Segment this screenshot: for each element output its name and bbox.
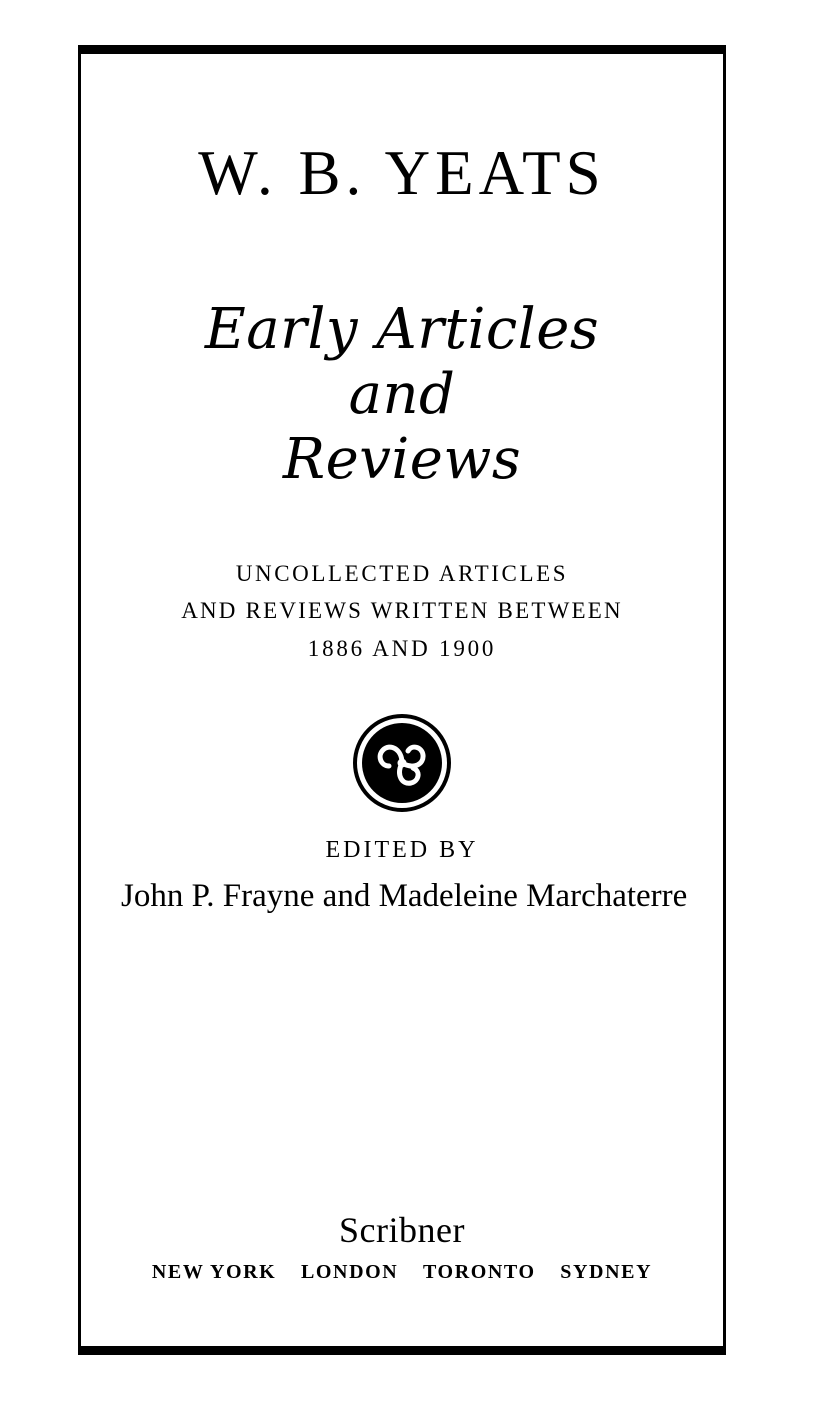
title-page-content xyxy=(81,54,723,1346)
city-london: LONDON xyxy=(300,1261,399,1283)
book-title xyxy=(121,298,683,493)
book-title-line-1: Early Articles and xyxy=(204,297,600,428)
book-title-line-2: Reviews xyxy=(282,427,522,493)
book-subtitle-line-3: 1886 AND 1900 xyxy=(307,635,497,661)
imprint-block xyxy=(81,1209,723,1284)
city-toronto: TORONTO xyxy=(422,1261,536,1283)
book-subtitle-line-2: AND REVIEWS WRITTEN BETWEEN xyxy=(181,598,623,624)
triskelion-spiral-icon xyxy=(352,713,452,813)
editor-names: John P. Frayne and Madeleine Marchaterre xyxy=(121,877,688,914)
publisher-device xyxy=(121,711,683,815)
city-sydney: SYDNEY xyxy=(560,1261,653,1283)
book-subtitle xyxy=(121,555,683,667)
title-page-border-frame xyxy=(78,45,726,1355)
author-name: W. B. YEATS xyxy=(198,138,606,208)
publisher-cities xyxy=(81,1261,723,1284)
edited-by-label: EDITED BY xyxy=(325,836,479,863)
city-new-york: NEW YORK xyxy=(151,1261,277,1283)
publisher-name: Scribner xyxy=(339,1210,465,1250)
book-subtitle-line-1: UNCOLLECTED ARTICLES xyxy=(235,561,569,586)
